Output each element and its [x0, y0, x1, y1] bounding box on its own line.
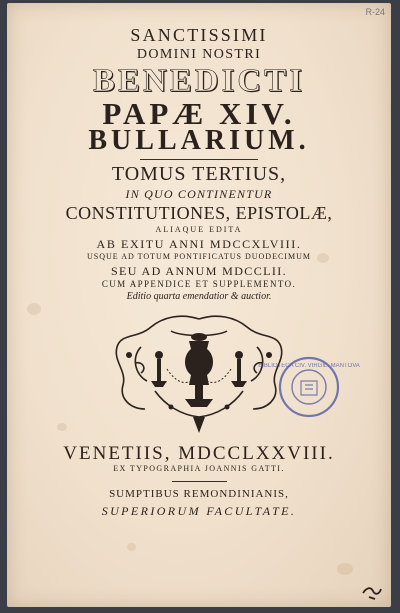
subtitle-line-2: IN QUO CONTINENTUR — [125, 187, 273, 201]
imprint-line-2: EX TYPOGRAPHIA JOANNIS GATTI. — [113, 464, 285, 473]
imprint-line-1: VENETIIS, MDCCLXXVIII. — [63, 443, 335, 464]
foxing-spot — [127, 543, 136, 551]
title-line-1: SANCTISSIMI — [130, 25, 268, 45]
subtitle-line-3: CONSTITUTIONES, EPISTOLÆ, — [65, 203, 333, 223]
subtitle-line-8: CUM APPENDICE ET SUPPLEMENTO. — [101, 279, 297, 289]
subtitle-line-9: Editio quarta emendatior & auctior. — [126, 291, 272, 302]
imprint-line-3: SUMPTIBUS REMONDINIANIS, — [109, 488, 289, 500]
stamp-text: BIBLIOTECA CIV. VIRGIL. MANTOVA — [258, 363, 360, 369]
title-line-3: BENEDICTI — [92, 63, 306, 99]
baroque-vase-ornament-icon — [111, 311, 287, 436]
title-rule — [140, 159, 258, 160]
foxing-spot — [27, 303, 41, 315]
library-stamp-icon — [258, 355, 360, 419]
imprint-line-4: SUPERIORUM FACULTATE. — [101, 504, 297, 518]
subtitle-line-4: ALIAQUE EDITA — [155, 225, 243, 234]
foxing-spot — [337, 563, 353, 575]
imprint-rule — [172, 481, 227, 482]
title-line-2: DOMINI NOSTRI — [136, 47, 262, 62]
foxing-spot — [57, 423, 67, 431]
title-line-5: BULLARIUM. — [88, 125, 310, 156]
title-page — [7, 3, 391, 607]
title-line-4: PAPÆ XIV. — [102, 96, 296, 131]
subtitle-line-6: USQUE AD TOTUM PONTIFICATUS DUODECIMUM — [87, 252, 311, 261]
subtitle-line-5: AB EXITU ANNI MDCCXLVIII. — [96, 237, 302, 251]
ink-mark-icon — [361, 583, 383, 601]
subtitle-line-1: TOMUS TERTIUS, — [111, 163, 287, 185]
subtitle-line-7: SEU AD ANNUM MDCCLII. — [110, 264, 288, 278]
shelfmark: R-24 — [365, 7, 385, 17]
